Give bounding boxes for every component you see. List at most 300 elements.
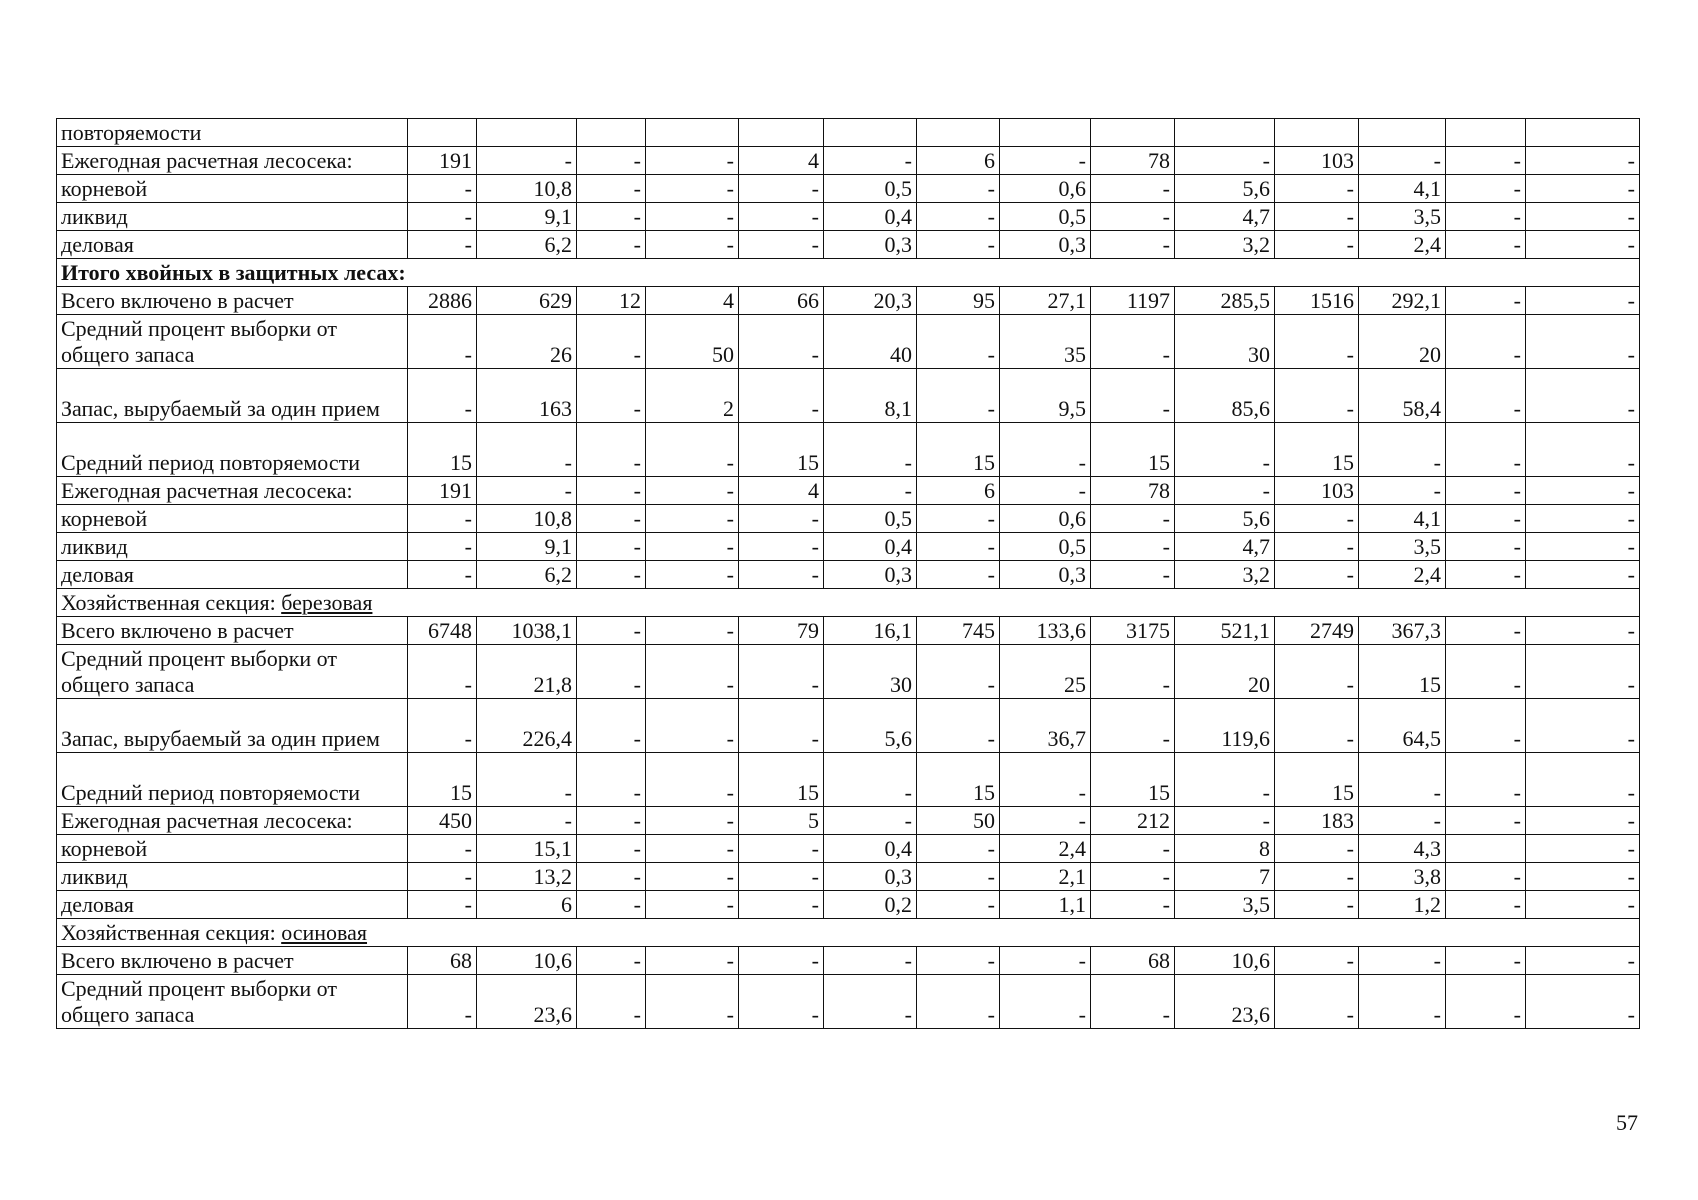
table-cell: 5,6 [1175, 175, 1275, 203]
table-cell: - [646, 753, 739, 807]
section-title: Итого хвойных в защитных лесах: [61, 260, 406, 285]
table-cell: 23,6 [1175, 975, 1275, 1029]
table-cell: 3,2 [1175, 561, 1275, 589]
table-cell: 0,6 [1000, 175, 1091, 203]
row-label: Всего включено в расчет [57, 617, 408, 645]
table-cell: - [739, 533, 824, 561]
table-cell: - [1175, 147, 1275, 175]
table-cell: - [917, 975, 1000, 1029]
table-cell: 285,5 [1175, 287, 1275, 315]
table-cell: - [1446, 863, 1526, 891]
table-cell: - [577, 147, 646, 175]
table-row [57, 645, 1640, 699]
section-row [57, 259, 1640, 287]
table-cell: - [739, 369, 824, 423]
table-cell: - [1359, 147, 1446, 175]
table-cell: 95 [917, 287, 1000, 315]
table-cell: - [1526, 175, 1640, 203]
table-cell: - [1275, 835, 1359, 863]
table-cell: 8 [1175, 835, 1275, 863]
table-cell: 1,1 [1000, 891, 1091, 919]
table-cell: - [1091, 203, 1175, 231]
table-cell: - [739, 863, 824, 891]
table-cell: - [577, 645, 646, 699]
table-row [57, 617, 1640, 645]
table-cell: - [646, 231, 739, 259]
table-cell: - [1526, 315, 1640, 369]
table-cell: - [1000, 477, 1091, 505]
table-cell: - [1526, 203, 1640, 231]
row-label: Средний период повторяемости [57, 753, 408, 807]
table-row [57, 561, 1640, 589]
table-cell: 85,6 [1175, 369, 1275, 423]
table-cell: - [1091, 891, 1175, 919]
table-cell [824, 119, 917, 147]
row-label: Запас, вырубаемый за один прием [57, 699, 408, 753]
table-cell: - [1091, 175, 1175, 203]
table-cell: - [577, 231, 646, 259]
table-cell: 2,1 [1000, 863, 1091, 891]
table-cell: 30 [1175, 315, 1275, 369]
table-cell: 1,2 [1359, 891, 1446, 919]
table-cell: - [917, 835, 1000, 863]
table-cell: 3,8 [1359, 863, 1446, 891]
table-cell: - [577, 807, 646, 835]
table-cell: 64,5 [1359, 699, 1446, 753]
table-cell: 13,2 [477, 863, 577, 891]
row-label: ликвид [57, 863, 408, 891]
table-row [57, 203, 1640, 231]
table-cell: - [1526, 423, 1640, 477]
table-cell: - [1446, 369, 1526, 423]
table-row [57, 807, 1640, 835]
row-label: ликвид [57, 203, 408, 231]
table-cell: 521,1 [1175, 617, 1275, 645]
row-label: деловая [57, 561, 408, 589]
row-label: Всего включено в расчет [57, 947, 408, 975]
table-cell: - [646, 423, 739, 477]
table-cell: 1038,1 [477, 617, 577, 645]
table-cell: 15 [1275, 753, 1359, 807]
table-row [57, 835, 1640, 863]
table-cell: 0,2 [824, 891, 917, 919]
table-cell: - [1446, 423, 1526, 477]
section-row [57, 919, 1640, 947]
table-cell: 23,6 [477, 975, 577, 1029]
table-cell: - [917, 863, 1000, 891]
table-cell: - [1446, 947, 1526, 975]
table-cell: 50 [917, 807, 1000, 835]
table-row [57, 699, 1640, 753]
table-cell: 2,4 [1359, 231, 1446, 259]
table-cell: 15 [1091, 753, 1175, 807]
table-cell: - [917, 203, 1000, 231]
page-number: 57 [1616, 1110, 1638, 1135]
table-cell [1175, 119, 1275, 147]
table-cell: 0,3 [1000, 561, 1091, 589]
table-cell: - [646, 505, 739, 533]
table-cell: - [577, 863, 646, 891]
table-cell: 191 [408, 147, 477, 175]
table-cell: - [646, 477, 739, 505]
section-row [57, 589, 1640, 617]
table-cell: 0,3 [824, 231, 917, 259]
table-cell: 4 [646, 287, 739, 315]
forest-harvest-table [56, 118, 1640, 1029]
table-cell: 58,4 [1359, 369, 1446, 423]
table-cell: 78 [1091, 477, 1175, 505]
table-cell: 20,3 [824, 287, 917, 315]
table-cell: 12 [577, 287, 646, 315]
table-cell: - [577, 835, 646, 863]
table-cell: 3,2 [1175, 231, 1275, 259]
table-cell: - [1175, 423, 1275, 477]
table-row [57, 175, 1640, 203]
table-cell: - [1091, 863, 1175, 891]
table-cell: - [1091, 505, 1175, 533]
table-cell: 66 [739, 287, 824, 315]
table-cell: - [577, 947, 646, 975]
table-cell: - [917, 315, 1000, 369]
table-cell: 15 [917, 423, 1000, 477]
table-cell: 0,5 [824, 175, 917, 203]
table-cell: 3,5 [1359, 533, 1446, 561]
table-row [57, 975, 1640, 1029]
table-cell: 6 [917, 477, 1000, 505]
table-cell: 0,5 [1000, 533, 1091, 561]
table-cell: - [1275, 369, 1359, 423]
table-cell: - [1526, 147, 1640, 175]
table-cell: - [1446, 231, 1526, 259]
table-cell: - [824, 477, 917, 505]
section-title: Хозяйственная секция: [61, 920, 282, 945]
row-label: Запас, вырубаемый за один прием [57, 369, 408, 423]
table-cell: 8,1 [824, 369, 917, 423]
table-cell: - [408, 203, 477, 231]
table-cell: - [408, 315, 477, 369]
table-cell: 35 [1000, 315, 1091, 369]
table-cell [739, 119, 824, 147]
table-cell: - [646, 203, 739, 231]
table-cell: - [1446, 891, 1526, 919]
table-cell: 5,6 [824, 699, 917, 753]
table-cell: - [1446, 287, 1526, 315]
table-cell: - [1446, 533, 1526, 561]
table-cell: - [1359, 753, 1446, 807]
table-cell: - [739, 699, 824, 753]
table-cell: 0,4 [824, 203, 917, 231]
table-cell [1091, 119, 1175, 147]
table-cell: - [577, 699, 646, 753]
table-cell: 1197 [1091, 287, 1175, 315]
table-cell: 6,2 [477, 231, 577, 259]
table-cell: 79 [739, 617, 824, 645]
table-cell: 3175 [1091, 617, 1175, 645]
table-cell: - [646, 807, 739, 835]
table-cell: 10,6 [477, 947, 577, 975]
table-cell: 68 [1091, 947, 1175, 975]
table-cell: 226,4 [477, 699, 577, 753]
table-cell: - [917, 891, 1000, 919]
row-label: Ежегодная расчетная лесосека: [57, 147, 408, 175]
table-cell: - [1446, 147, 1526, 175]
table-cell: - [1526, 807, 1640, 835]
table-cell: - [1275, 699, 1359, 753]
table-cell: - [1359, 947, 1446, 975]
table-cell: 2 [646, 369, 739, 423]
table-cell: - [1091, 561, 1175, 589]
table-cell: - [1275, 863, 1359, 891]
table-cell: - [739, 175, 824, 203]
table-cell: 40 [824, 315, 917, 369]
table-cell: - [477, 753, 577, 807]
table-cell: 36,7 [1000, 699, 1091, 753]
section-name: осиновая [281, 920, 368, 945]
table-cell: - [739, 203, 824, 231]
table-cell: - [739, 505, 824, 533]
table-cell: - [1275, 203, 1359, 231]
table-cell: - [1526, 863, 1640, 891]
table-cell: - [408, 561, 477, 589]
table-cell: - [1091, 975, 1175, 1029]
table-cell: - [1000, 753, 1091, 807]
table-cell: - [1446, 753, 1526, 807]
table-cell: - [1275, 645, 1359, 699]
table-cell: 21,8 [477, 645, 577, 699]
table-cell: - [646, 175, 739, 203]
table-cell: 10,8 [477, 175, 577, 203]
table-row [57, 863, 1640, 891]
table-cell: 15 [1091, 423, 1175, 477]
table-cell: 4,3 [1359, 835, 1446, 863]
row-label: Средний процент выборки от общего запаса [57, 975, 408, 1029]
table-cell: 9,1 [477, 203, 577, 231]
row-label: Ежегодная расчетная лесосека: [57, 807, 408, 835]
table-cell [1446, 835, 1526, 863]
table-cell: - [577, 561, 646, 589]
table-cell: 0,5 [824, 505, 917, 533]
table-cell: - [477, 147, 577, 175]
table-cell: - [577, 423, 646, 477]
table-cell: 367,3 [1359, 617, 1446, 645]
table-row [57, 505, 1640, 533]
row-label: Средний процент выборки от общего запаса [57, 315, 408, 369]
table-cell [1275, 119, 1359, 147]
table-cell: 9,1 [477, 533, 577, 561]
table-cell: - [1275, 231, 1359, 259]
table-cell: - [917, 645, 1000, 699]
table-cell: 25 [1000, 645, 1091, 699]
table-cell: - [1359, 477, 1446, 505]
table-cell: - [1446, 561, 1526, 589]
table-cell: - [917, 947, 1000, 975]
row-label: деловая [57, 231, 408, 259]
table-cell: 4,1 [1359, 505, 1446, 533]
table-cell: - [1446, 315, 1526, 369]
table-cell: - [1000, 147, 1091, 175]
table-cell: - [577, 175, 646, 203]
table-row [57, 147, 1640, 175]
table-cell: - [917, 561, 1000, 589]
table-cell: - [1091, 645, 1175, 699]
table-cell: - [824, 147, 917, 175]
table-cell: - [917, 699, 1000, 753]
table-cell: - [1000, 975, 1091, 1029]
table-cell: 2749 [1275, 617, 1359, 645]
table-cell: - [824, 753, 917, 807]
table-cell: 212 [1091, 807, 1175, 835]
table-cell: - [646, 835, 739, 863]
table-cell: 15 [1275, 423, 1359, 477]
row-label: Ежегодная расчетная лесосека: [57, 477, 408, 505]
table-cell: 6748 [408, 617, 477, 645]
table-row [57, 315, 1640, 369]
table-cell: - [1000, 947, 1091, 975]
table-cell: 2886 [408, 287, 477, 315]
table-cell: 20 [1359, 315, 1446, 369]
table-cell: - [408, 975, 477, 1029]
table-cell: - [408, 369, 477, 423]
table-cell: 78 [1091, 147, 1175, 175]
table-cell: - [917, 533, 1000, 561]
table-cell: - [1275, 975, 1359, 1029]
table-cell: - [1275, 175, 1359, 203]
table-cell: - [1446, 477, 1526, 505]
table-cell [917, 119, 1000, 147]
table-cell: - [1359, 807, 1446, 835]
table-cell: - [1275, 505, 1359, 533]
table-cell: - [917, 231, 1000, 259]
table-cell: - [646, 891, 739, 919]
table-cell: 183 [1275, 807, 1359, 835]
table-cell: - [1091, 533, 1175, 561]
table-cell: - [1175, 807, 1275, 835]
table-cell: 15 [917, 753, 1000, 807]
table-cell: - [577, 975, 646, 1029]
table-cell: 2,4 [1359, 561, 1446, 589]
table-cell: - [408, 891, 477, 919]
table-row [57, 947, 1640, 975]
table-cell: - [408, 835, 477, 863]
table-cell: - [1091, 369, 1175, 423]
table-cell: - [1446, 645, 1526, 699]
row-label: повторяемости [57, 119, 408, 147]
table-cell: - [1091, 231, 1175, 259]
table-cell: - [1275, 947, 1359, 975]
table-row [57, 891, 1640, 919]
table-cell [1446, 119, 1526, 147]
table-cell: - [1526, 645, 1640, 699]
table-cell: - [824, 807, 917, 835]
table-cell: - [1275, 533, 1359, 561]
table-cell: - [646, 975, 739, 1029]
row-label: ликвид [57, 533, 408, 561]
table-cell: - [739, 947, 824, 975]
table-cell: 4 [739, 147, 824, 175]
table-cell: - [1526, 477, 1640, 505]
table-cell: - [739, 645, 824, 699]
table-cell: - [739, 835, 824, 863]
table-cell: - [917, 369, 1000, 423]
table-cell: 1516 [1275, 287, 1359, 315]
table-cell: 0,3 [1000, 231, 1091, 259]
table-cell: 15 [408, 753, 477, 807]
table-cell: - [1526, 369, 1640, 423]
table-cell: - [577, 753, 646, 807]
table-cell: - [646, 645, 739, 699]
table-cell: - [1275, 561, 1359, 589]
table-cell: - [1526, 287, 1640, 315]
row-label: деловая [57, 891, 408, 919]
table-cell: 0,3 [824, 561, 917, 589]
table-cell: 292,1 [1359, 287, 1446, 315]
row-label: Всего включено в расчет [57, 287, 408, 315]
table-cell: - [824, 423, 917, 477]
table-cell: - [824, 947, 917, 975]
table-cell: - [577, 203, 646, 231]
table-cell: - [1526, 947, 1640, 975]
table-cell: - [477, 423, 577, 477]
table-cell [477, 119, 577, 147]
table-cell: 15 [1359, 645, 1446, 699]
table-cell: - [646, 617, 739, 645]
table-cell: - [1526, 231, 1640, 259]
table-cell: - [739, 315, 824, 369]
table-cell: - [408, 699, 477, 753]
table-cell: - [917, 505, 1000, 533]
table-cell: - [917, 175, 1000, 203]
table-cell: - [1526, 891, 1640, 919]
table-cell [577, 119, 646, 147]
table-cell: 5 [739, 807, 824, 835]
table-cell: - [1359, 423, 1446, 477]
table-cell: 27,1 [1000, 287, 1091, 315]
table-cell: 4,7 [1175, 533, 1275, 561]
table-cell: - [1446, 505, 1526, 533]
table-cell: - [1446, 807, 1526, 835]
table-cell: 4,7 [1175, 203, 1275, 231]
table-cell: - [1446, 175, 1526, 203]
table-cell: 745 [917, 617, 1000, 645]
table-cell: - [1526, 835, 1640, 863]
table-cell: - [1526, 617, 1640, 645]
table-cell: - [408, 533, 477, 561]
table-cell: - [1275, 315, 1359, 369]
table-cell: 0,6 [1000, 505, 1091, 533]
table-cell: - [646, 147, 739, 175]
table-cell: - [577, 617, 646, 645]
table-cell: - [1446, 203, 1526, 231]
table-cell: 7 [1175, 863, 1275, 891]
table-cell: - [408, 863, 477, 891]
table-cell: - [577, 891, 646, 919]
table-cell: - [1526, 561, 1640, 589]
table-cell: 68 [408, 947, 477, 975]
table-cell: 20 [1175, 645, 1275, 699]
table-cell: - [577, 477, 646, 505]
table-cell: - [1526, 753, 1640, 807]
table-row [57, 231, 1640, 259]
table-cell [1359, 119, 1446, 147]
table-cell: - [646, 947, 739, 975]
table-cell: 2,4 [1000, 835, 1091, 863]
table-cell: - [739, 975, 824, 1029]
table-cell: 30 [824, 645, 917, 699]
table-cell [646, 119, 739, 147]
table-row [57, 369, 1640, 423]
table-cell: 6 [917, 147, 1000, 175]
table-row [57, 753, 1640, 807]
